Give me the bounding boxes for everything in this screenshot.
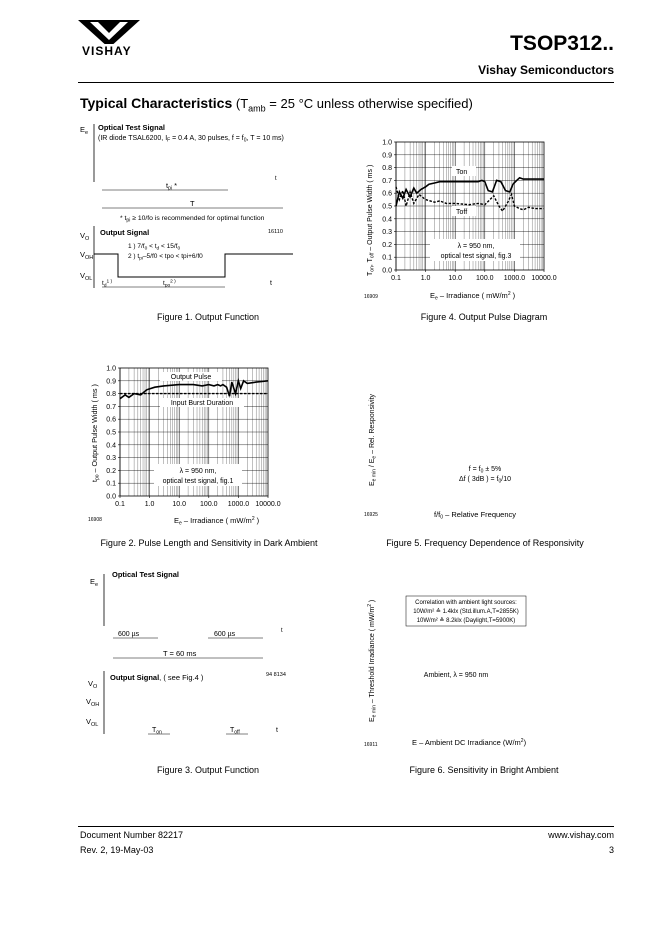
footer-doc-number: Document Number 82217: [80, 830, 184, 840]
fig4-xtick-label: 100.0: [476, 275, 494, 282]
fig2-ytick-label: 0.1: [106, 480, 116, 488]
fig5-annot2: Δf ( 3dB ) = $f_0/10$: [458, 476, 512, 485]
fig1-voh: $V_{OH}$: [80, 250, 94, 261]
fig1-note: * $t_{pi} \ge 10/fo$ is recommended for optimal function: [120, 215, 265, 224]
section-cond-pre: (T: [235, 96, 249, 111]
fig1-vo: $V_O$: [80, 231, 90, 242]
fig2-annot1: λ = 950 nm,: [179, 468, 217, 475]
fig2-ytick-label: 0.4: [106, 442, 116, 450]
footer-revision: Rev. 2, 19-May-03: [80, 845, 154, 855]
fig1-tpo: $t_{po}^{2 )}$: [163, 279, 176, 289]
fig3-voh: $V_{OH}$: [86, 697, 100, 708]
fig6-box1: Correlation with ambient light sources:: [415, 600, 517, 606]
fig4-code: 16909: [364, 294, 378, 300]
fig2-label-input: Input Burst Duration: [170, 400, 234, 407]
fig3-ton: $T_{on}$: [152, 727, 162, 736]
fig1-title: Optical Test Signal: [98, 123, 165, 132]
fig4-ytick-label: 0.1: [382, 254, 392, 262]
fig1-output-function: [78, 120, 298, 300]
fig2-ytick-label: 1.0: [106, 365, 116, 373]
fig4-caption: Figure 4. Output Pulse Diagram: [420, 312, 548, 322]
fig4-xtick-label: 10000.0: [531, 275, 557, 282]
fig2-ytick-label: 0.0: [106, 493, 116, 501]
fig5-annot1: $f = f_0 \pm 5\%$: [468, 466, 502, 475]
fig1-subtitle: (IR diode TSAL6200, $I_F = 0.4$ A, 30 pulses, $f = f_0$, T = 10 ms): [98, 135, 284, 144]
brand-text: VISHAY: [82, 44, 132, 58]
fig4-series-0: [396, 178, 544, 206]
fig2-caption: Figure 2. Pulse Length and Sensitivity in Dark Ambient: [100, 538, 318, 548]
fig2-xtick-label: 1.0: [144, 501, 155, 508]
fig2-xtick-label: 10000.0: [255, 501, 281, 508]
fig2-label-output: Output Pulse: [170, 374, 212, 381]
fig2-xtick-label: 0.1: [115, 501, 125, 508]
fig1-vol: $V_{OL}$: [80, 271, 93, 282]
fig3-t2: t: [276, 727, 278, 734]
fig4-ytick-label: 0.2: [382, 241, 392, 249]
fig3-600a: 600 µs: [118, 631, 140, 638]
fig2-xlabel: $E_e$ – Irradiance ( $mW/m^2$ ): [174, 516, 260, 527]
document-title: TSOP312..: [510, 32, 614, 55]
footer-rule: [78, 826, 614, 827]
fig4-chart: [362, 136, 584, 304]
fig4-ytick-label: 0.0: [382, 267, 392, 275]
fig2-xtick-label: 10.0: [172, 501, 187, 508]
fig4-ytick-label: 0.9: [382, 152, 392, 160]
fig5-ylabel: $E_{e min} / E_e$ – Rel. Responsivity: [369, 393, 378, 486]
fig4-ylabel: $T_{on}$, $T_{off}$ – Output Pulse Width ( ms ): [367, 164, 376, 276]
fig1-t2: t: [270, 280, 272, 287]
fig1-output-title: Output Signal: [100, 228, 150, 237]
fig2-code: 16908: [88, 517, 102, 523]
header-rule: [78, 82, 614, 83]
fig3-vo: $V_O$: [88, 679, 98, 690]
fig5-xlabel: $f/f_0$ – Relative Frequency: [434, 510, 516, 521]
fig1-t: t: [275, 176, 277, 182]
fig2-ytick-label: 0.2: [106, 467, 116, 475]
fig3-T60: T = 60 ms: [163, 649, 197, 658]
fig4-label-ton: Ton: [456, 169, 468, 176]
vishay-logo: [76, 18, 142, 65]
footer-website[interactable]: www.vishay.com: [548, 830, 614, 840]
fig4-ytick-label: 0.4: [382, 216, 392, 224]
fig6-box3: 10W/m² ≙ 8.2klx (Daylight,T=5900K): [416, 618, 516, 624]
fig3-output-function: [78, 568, 298, 748]
fig4-annot1: λ = 950 nm,: [457, 243, 495, 250]
fig2-ytick-label: 0.9: [106, 378, 116, 386]
fig4-xtick-label: 0.1: [391, 275, 401, 282]
fig2-xtick-label: 1000.0: [227, 501, 250, 508]
fig4-ytick-label: 0.5: [382, 203, 392, 211]
fig6-ylabel: $E_{e min}$ – Threshold Irradiance ( $mW/m^2$ ): [367, 599, 378, 722]
fig6-box2: 10W/m² ≙ 1.4klx (Std.illum.A,T=2855K): [413, 609, 519, 615]
fig2-series: [120, 381, 268, 399]
fig1-tpi: $t_{pi}$ *: [166, 181, 178, 192]
fig4-ytick-label: 0.7: [382, 177, 392, 185]
fig6-chart: [362, 582, 584, 750]
fig1-td: $t_d^{1 )}$: [102, 279, 113, 289]
fig6-annot: Ambient, λ = 950 nm: [423, 672, 489, 679]
fig3-code: 94 8134: [266, 672, 286, 678]
fig3-output-title: Output Signal, ( see Fig.4 ): [110, 673, 204, 682]
fig2-annot2: optical test signal, fig.1: [162, 478, 234, 485]
fig4-ytick-label: 0.6: [382, 190, 392, 198]
fig2-chart: [78, 358, 298, 528]
fig6-code: 16911: [364, 742, 378, 748]
fig2-ticks: [106, 366, 280, 509]
section-cond-sub: amb: [248, 103, 266, 114]
fig3-600b: 600 µs: [214, 631, 236, 638]
fig5-caption: Figure 5. Frequency Dependence of Responsivity: [386, 538, 584, 548]
fig4-xtick-label: 1000.0: [503, 275, 526, 282]
fig6-xlabel: E – Ambient DC Irradiance $(W/m^2)$: [412, 738, 527, 747]
fig2-xtick-label: 100.0: [200, 501, 218, 508]
fig3-vol: $V_{OL}$: [86, 717, 99, 728]
footer-page-number: 3: [608, 845, 614, 855]
fig3-t: t: [281, 628, 283, 634]
fig3-ee: $E_e$: [90, 577, 99, 588]
fig4-ytick-label: 1.0: [382, 139, 392, 147]
section-cond-post: = 25 °C unless otherwise specified): [265, 96, 473, 111]
fig3-caption: Figure 3. Output Function: [156, 765, 260, 775]
fig2-series-0: [120, 381, 268, 399]
fig2-ylabel: $t_{po}$ – Output Pulse Width ( ms ): [90, 384, 101, 482]
fig4-annot2: optical test signal, fig.3: [440, 253, 512, 260]
fig4-xlabel: $E_e$ – Irradiance ( $mW/m^2$ ): [430, 291, 516, 302]
fig1-caption: Figure 1. Output Function: [156, 312, 260, 322]
fig5-code: 16925: [364, 512, 378, 518]
fig2-ytick-label: 0.3: [106, 455, 116, 463]
fig2-ytick-label: 0.8: [106, 391, 116, 399]
fig2-ytick-label: 0.7: [106, 403, 116, 411]
fig2-ytick-label: 0.5: [106, 429, 116, 437]
fig1-code: 16110: [268, 229, 283, 235]
fig4-xtick-label: 10.0: [448, 275, 463, 282]
fig4-label-toff: Toff: [456, 209, 468, 216]
fig4-ytick-label: 0.8: [382, 165, 392, 173]
section-heading: [80, 95, 473, 114]
fig3-title: Optical Test Signal: [112, 570, 179, 579]
fig4-xtick-label: 1.0: [420, 275, 431, 282]
fig3-toff: $T_{off}$: [230, 727, 240, 736]
fig4-ytick-label: 0.3: [382, 229, 392, 237]
fig1-ee: $E_e$: [80, 125, 89, 136]
document-subtitle: Vishay Semiconductors: [478, 63, 614, 77]
fig1-T: T: [190, 199, 195, 208]
fig1-cond2: 2 ) $t_{pi}-5/f0$ < tpo < tpi+6/f0: [128, 253, 203, 262]
fig5-chart: [362, 356, 584, 524]
fig6-caption: Figure 6. Sensitivity in Bright Ambient: [409, 765, 559, 775]
section-title: Typical Characteristics: [80, 95, 233, 111]
fig1-cond1: 1 ) $7/f_0 < t_d < 15/f_0$: [128, 243, 181, 252]
fig2-ytick-label: 0.6: [106, 416, 116, 424]
